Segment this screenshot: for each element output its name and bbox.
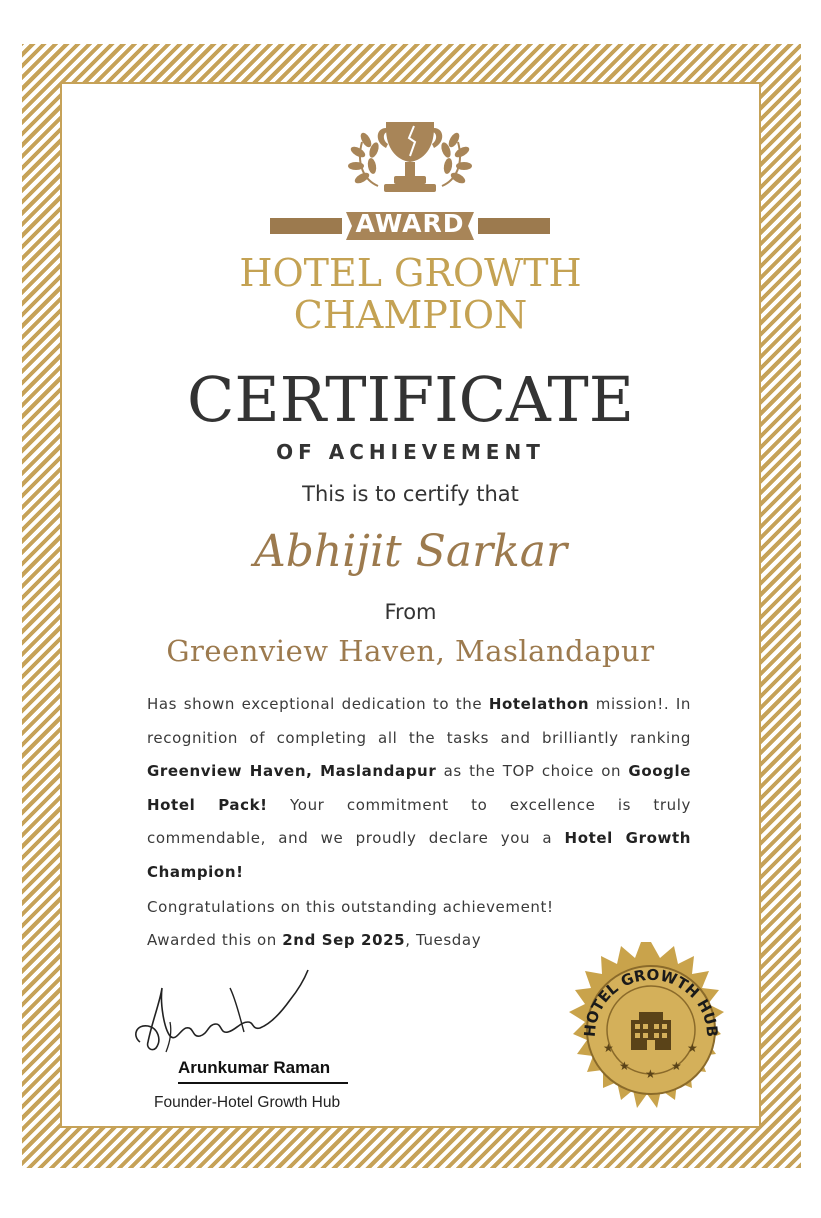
congratulations-line: Congratulations on this outstanding achievement!: [147, 898, 554, 916]
certify-intro: This is to certify that: [302, 482, 519, 506]
award-label: AWARD: [355, 209, 465, 238]
award-date: 2nd Sep 2025: [282, 931, 406, 949]
signatory-name: Arunkumar Raman: [178, 1058, 348, 1084]
svg-text:★: ★: [671, 1059, 682, 1073]
champion-text: Hotel Growth Champion!: [147, 829, 691, 881]
hotel-name: Greenview Haven, Maslandapur: [166, 634, 655, 668]
certificate-subtitle: OF ACHIEVEMENT: [276, 440, 545, 464]
svg-text:★: ★: [603, 1041, 614, 1055]
google-hotel-pack-text: Google Hotel Pack!: [147, 762, 691, 814]
svg-text:★: ★: [619, 1059, 630, 1073]
recipient-name: Abhijit Sarkar: [253, 526, 568, 577]
achievement-paragraph: Has shown exceptional dedication to the Hotelathon mission!. In recognition of completing all the tasks and brilliantly ranking Greenview Haven, Maslandapur as the TOP choice on Google Hotel Pack! Your commitment to excellence is truly commendable, and we proudly declare you a Hotel Growth Champion!: [147, 695, 691, 881]
certificate-title: CERTIFICATE: [186, 363, 635, 436]
trophy-icon: [344, 120, 476, 210]
hotel-growth-hub-seal: [561, 940, 741, 1120]
seal-text: HOTEL GROWTH HUB: [580, 965, 722, 1038]
svg-text:★: ★: [687, 1041, 698, 1055]
svg-text:★: ★: [645, 1067, 656, 1081]
handwritten-signature: [126, 966, 358, 1062]
award-title-line2: CHAMPION: [293, 293, 528, 337]
award-title-line1: HOTEL GROWTH: [239, 251, 582, 295]
hotelathon-text: Hotelathon: [488, 695, 590, 713]
hotel-name-inline: Greenview Haven, Maslandapur: [147, 762, 437, 780]
awarded-date-line: Awarded this on 2nd Sep 2025, Tuesday: [147, 931, 482, 949]
signatory-title: Founder-Hotel Growth Hub: [154, 1094, 341, 1111]
from-label: From: [384, 600, 437, 624]
